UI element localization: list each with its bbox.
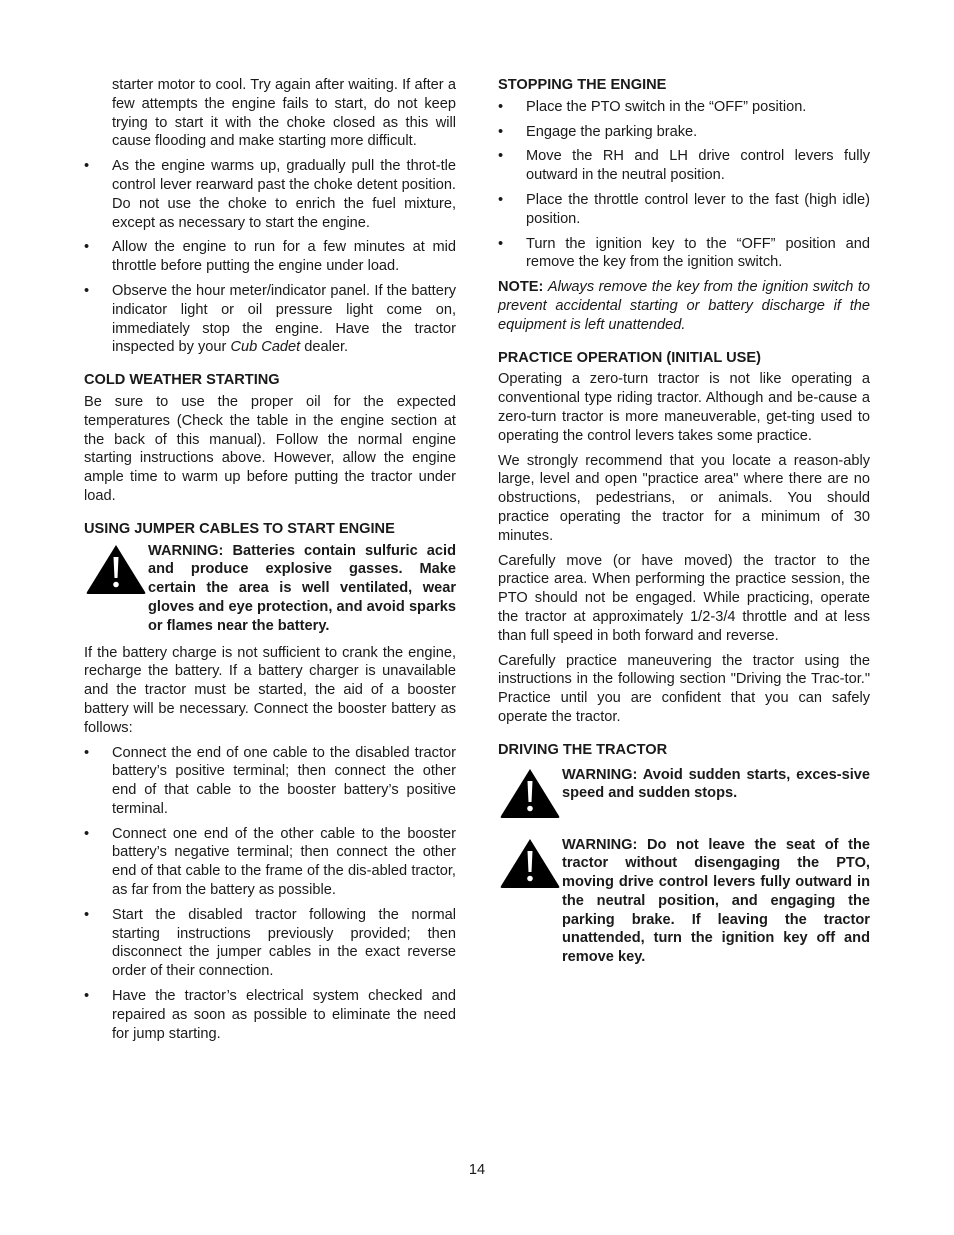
jumper-bullet-list	[84, 744, 456, 1044]
practice-paragraph: Operating a zero-turn tractor is not like operating a conventional type riding tractor. Although and be-cause a zero-turn tractor is more maneuverable, get-ting used to operating the control levers takes some practice.	[498, 371, 870, 444]
note-paragraph	[498, 278, 870, 334]
jumper-intro-text: If the battery charge is not sufficient to crank the engine, recharge the battery. If a battery charger is unavailable and the tractor must be started, the aid of a booster battery will be necessary. Connect the booster battery as follows:	[84, 644, 456, 736]
driving-warning-1	[498, 766, 870, 820]
jumper-cables-heading: USING JUMPER CABLES TO START ENGINE	[84, 520, 395, 537]
intro-continuation: starter motor to cool. Try again after waiting. If after a few attempts the engine fails to start, do not keep trying to start it with the choke closed as this will cause flooding and make starting more difficult.	[112, 77, 456, 150]
driving-heading: DRIVING THE TRACTOR	[498, 741, 668, 758]
driving-warning-1-text: WARNING: Avoid sudden starts, exces-sive speed and sudden stops.	[562, 766, 870, 802]
warning-triangle-icon	[498, 766, 562, 820]
note-label: NOTE:	[498, 279, 544, 296]
list-item: • Have the tractor’s electrical system checked and repaired as soon as possible to eliminate the need for jump starting.	[84, 987, 456, 1043]
list-item: • Turn the ignition key to the “OFF” position and remove the key from the ignition switch.	[498, 235, 870, 273]
practice-heading: PRACTICE OPERATION (INITIAL USE)	[498, 349, 761, 366]
list-item	[84, 282, 456, 357]
list-item: • Place the throttle control lever to the fast (high idle) position.	[498, 191, 870, 229]
jumper-warning	[84, 542, 456, 636]
practice-paragraph: We strongly recommend that you locate a reason-ably large, level and open "practice area" where there are no obstructions, pedestrians, or animals. You should practice operating the tractor for a minimum of 30 minutes.	[498, 452, 870, 544]
list-item: • Allow the engine to run for a few minutes at mid throttle before putting the engine under load.	[84, 238, 456, 276]
stopping-engine-heading: STOPPING THE ENGINE	[498, 77, 667, 93]
warning-triangle-icon	[498, 836, 562, 890]
warning-triangle-icon	[84, 542, 148, 596]
brand-name: Cub Cadet	[230, 339, 301, 356]
cold-weather-text: Be sure to use the proper oil for the expected temperatures (Check the table in the engine section at the back of this manual). Follow the normal engine starting instructions above. However, allow the engine ample time to warm up before putting the tractor under load.	[84, 393, 456, 504]
list-item: • As the engine warms up, gradually pull the throt-tle control lever rearward past the choke detent position. Do not use the choke to enrich the fuel mixture, except as necessary to start the engine.	[84, 157, 456, 232]
stopping-bullet-list	[498, 98, 870, 272]
jumper-warning-text: WARNING: Batteries contain sulfuric acid and produce explosive gasses. Make certain the area is well ventilated, wear gloves and eye protection, and avoid sparks or flames near the battery.	[148, 542, 456, 634]
list-item: • Start the disabled tractor following the normal starting instructions previously provided; then disconnect the jumper cables in the exact reverse order of their connection.	[84, 906, 456, 981]
right-column	[498, 76, 870, 975]
observe-text: Observe the hour meter/indicator panel. If the battery indicator light or oil pressure light come on, immediately stop the engine. Have the tractor inspected by your	[112, 282, 456, 356]
warmup-bullet-list	[84, 157, 456, 357]
cold-weather-heading: COLD WEATHER STARTING	[84, 372, 280, 389]
note-text: Always remove the key from the ignition switch to prevent accidental starting or battery discharge if the equipment is left unattended.	[498, 279, 870, 333]
practice-paragraph: Carefully move (or have moved) the tractor to the practice area. When performing the practice session, the PTO should not be engaged. While practicing, operate the tractor at approximately 1/2-3/4 throttle and at less than full speed in both forward and reverse.	[498, 552, 870, 644]
list-item: • Engage the parking brake.	[498, 123, 870, 142]
list-item: • Move the RH and LH drive control levers fully outward in the neutral position.	[498, 147, 870, 185]
observe-text-end: dealer.	[300, 339, 349, 356]
list-item: • Place the PTO switch in the “OFF” position.	[498, 98, 870, 117]
practice-paragraph: Carefully practice maneuvering the tractor using the instructions in the following section "Driving the Trac-tor." Practice until you are confident that you can safely operate the tractor.	[498, 652, 870, 725]
left-column	[84, 76, 456, 1049]
driving-warning-2	[498, 836, 870, 968]
list-item: • Connect the end of one cable to the disabled tractor battery’s positive terminal; then connect the other end of that cable to the booster battery’s positive terminal.	[84, 744, 456, 819]
page-number: 14	[468, 1162, 486, 1178]
driving-warning-2-text: WARNING: Do not leave the seat of the tractor without disengaging the PTO, moving drive control levers fully outward in the neutral position, and engaging the parking brake. If leaving the tractor unattended, turn the ignition key off and remove key.	[562, 836, 870, 966]
list-item: • Connect one end of the other cable to the booster battery’s negative terminal; then connect the other end of that cable to the frame of the dis-abled tractor, as far from the battery as possible.	[84, 825, 456, 900]
